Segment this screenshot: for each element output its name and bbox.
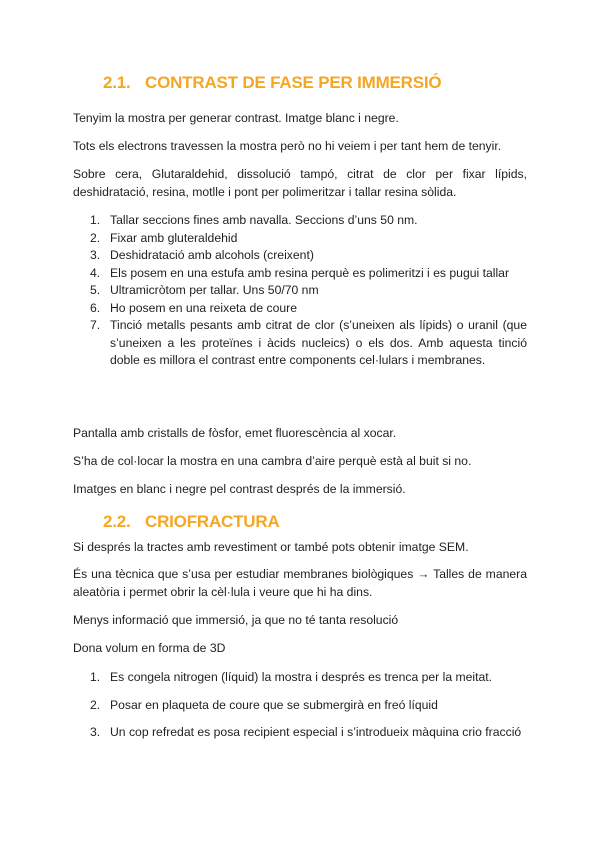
list-text: Ho posem en una reixeta de coure (110, 300, 297, 315)
paragraph: Sobre cera, Glutaraldehid, dissolució tampó, citrat de clor per fixar lípids, deshidratació, resina, motlle i pont per polimeritzar i tallar resina sòlida. (73, 167, 527, 199)
section-heading (73, 73, 441, 93)
section-title: CRIOFRACTURA (145, 512, 280, 531)
list-item (73, 212, 527, 230)
numbered-list (73, 212, 527, 370)
list-item (73, 265, 527, 283)
list-item (73, 669, 527, 687)
list-number: 4. (90, 265, 101, 280)
paragraph: Imatges en blanc i negre pel contrast després de la immersió. (73, 482, 406, 496)
paragraph: Si després la tractes amb revestiment or també pots obtenir imatge SEM. (73, 540, 469, 554)
list-number: 2. (90, 697, 101, 712)
section-number: 2.1. (103, 73, 131, 92)
list-item (73, 247, 527, 265)
paragraph: Tots els electrons travessen la mostra però no hi veiem i per tant hem de tenyir. (73, 139, 502, 153)
list-text: Tinció metalls pesants amb citrat de clor (s’uneixen als lípids) o uranil (que s’uneixen a les proteïnes i àcids nucleics) o els dos. Amb aquesta tinció doble es millora el contrast entre components cel·lulars i membranes. (110, 318, 527, 367)
list-text: Un cop refredat es posa recipient especial i s’introdueix màquina crio fracció (110, 725, 522, 739)
list-number: 1. (90, 670, 101, 684)
list-number: 7. (90, 318, 101, 332)
paragraph: És una tècnica que s’usa per estudiar membranes biològiques → Talles de manera aleatòria i permet obrir la cèl·lula i veure que hi ha dins. (73, 567, 527, 599)
section-heading (73, 512, 280, 532)
list-number: 5. (90, 283, 101, 297)
list-item (73, 697, 527, 715)
list-item (73, 317, 527, 370)
list-number: 2. (90, 230, 101, 245)
paragraph: Tenyim la mostra per generar contrast. Imatge blanc i negre. (73, 111, 399, 125)
list-item (73, 724, 527, 742)
list-text: Deshidratació amb alcohols (creixent) (110, 248, 314, 262)
paragraph: Dona volum en forma de 3D (73, 641, 226, 655)
section-number: 2.2. (103, 512, 131, 531)
list-item (73, 282, 527, 300)
paragraph: S’ha de col·locar la mostra en una cambra d’aire perquè està al buit si no. (73, 454, 472, 468)
numbered-list (73, 669, 527, 742)
section-title: CONTRAST DE FASE PER IMMERSIÓ (145, 73, 442, 92)
paragraph: Pantalla amb cristalls de fòsfor, emet fluorescència al xocar. (73, 426, 397, 440)
list-item (73, 230, 527, 248)
paragraph: Menys informació que immersió, ja que no té tanta resolució (73, 613, 399, 627)
list-number: 6. (90, 300, 101, 315)
list-text: Fixar amb gluteraldehid (110, 230, 238, 245)
list-text: Els posem en una estufa amb resina perquè es polimeritzi i es pugui tallar (110, 265, 510, 280)
list-text: Es congela nitrogen (líquid) la mostra i després es trenca per la meitat. (110, 670, 493, 684)
list-number: 1. (90, 213, 101, 227)
list-text: Posar en plaqueta de coure que se submergirà en freó líquid (110, 697, 438, 712)
list-number: 3. (90, 248, 101, 262)
list-number: 3. (90, 725, 101, 739)
list-item (73, 300, 527, 318)
list-text: Tallar seccions fines amb navalla. Seccions d’uns 50 nm. (110, 213, 418, 227)
list-text: Ultramicròtom per tallar. Uns 50/70 nm (110, 283, 319, 297)
